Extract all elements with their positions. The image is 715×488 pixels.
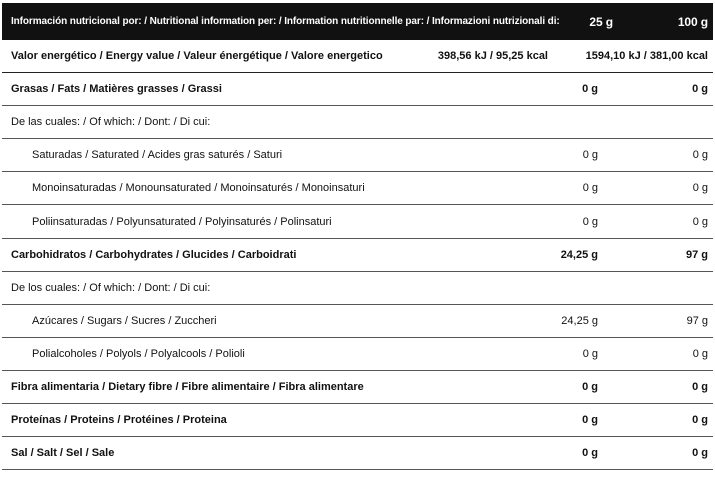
- row-label: Poliinsaturadas / Polyunsaturated / Polyinsaturés / Polinsaturi: [32, 215, 332, 228]
- value-per-100g: 0 g: [692, 447, 708, 460]
- row-monounsaturated: [2, 172, 713, 205]
- value-per-100g: 1594,10 kJ / 381,00 kcal: [585, 50, 708, 63]
- header-per-25g: 25 g: [589, 14, 613, 29]
- value-per-100g: 97 g: [685, 248, 708, 261]
- value-per-25g: 24,25 g: [560, 248, 598, 261]
- row-label: Monoinsaturadas / Monounsaturated / Monoinsaturés / Monoinsaturi: [32, 182, 365, 195]
- row-carbs-of-which: [2, 272, 713, 305]
- row-polyunsaturated: [2, 205, 713, 238]
- row-proteins: [2, 404, 713, 437]
- row-fats-of-which: [2, 106, 713, 139]
- row-salt: [2, 437, 713, 470]
- row-label: Sal / Salt / Sel / Sale: [11, 447, 115, 460]
- row-label: De las cuales: / Of which: / Dont: / Di cui:: [11, 116, 211, 129]
- nutrition-table: [2, 3, 713, 470]
- row-label: Azúcares / Sugars / Sucres / Zuccheri: [32, 314, 217, 327]
- row-fats: [2, 73, 713, 106]
- value-per-100g: 0 g: [692, 347, 708, 360]
- header-label: Información nutricional por: / Nutritional information per: / Information nutritionnelle par: / Informazioni nutrizionali di:: [11, 16, 560, 27]
- value-per-100g: 0 g: [692, 215, 708, 228]
- value-per-25g: 0 g: [582, 414, 598, 427]
- row-energy: [2, 40, 713, 73]
- row-label: Saturadas / Saturated / Acides gras saturés / Saturi: [32, 149, 283, 162]
- row-polyols: [2, 338, 713, 371]
- value-per-25g: 0 g: [582, 347, 598, 360]
- value-per-25g: 0 g: [582, 215, 598, 228]
- row-dietary-fibre: [2, 371, 713, 404]
- row-label: Polialcoholes / Polyols / Polyalcools / Polioli: [32, 347, 245, 360]
- value-per-25g: 0 g: [582, 83, 598, 96]
- value-per-25g: 398,56 kJ / 95,25 kcal: [437, 50, 548, 63]
- value-per-100g: 97 g: [686, 314, 708, 327]
- value-per-25g: 0 g: [582, 380, 598, 393]
- row-carbohydrates: [2, 239, 713, 272]
- row-label: Grasas / Fats / Matières grasses / Grassi: [11, 83, 222, 96]
- value-per-100g: 0 g: [692, 380, 708, 393]
- row-label: Valor energético / Energy value / Valeur énergétique / Valore energetico: [11, 50, 383, 63]
- value-per-25g: 0 g: [582, 447, 598, 460]
- value-per-25g: 0 g: [582, 149, 598, 162]
- row-saturated: [2, 139, 713, 172]
- row-label: Carbohidratos / Carbohydrates / Glucides / Carboidrati: [11, 248, 297, 261]
- row-label: Fibra alimentaria / Dietary fibre / Fibre alimentaire / Fibra alimentare: [11, 380, 364, 393]
- row-label: Proteínas / Proteins / Protéines / Proteina: [11, 414, 227, 427]
- value-per-100g: 0 g: [692, 149, 708, 162]
- value-per-25g: 24,25 g: [561, 314, 598, 327]
- row-label: De los cuales: / Of which: / Dont: / Di cui:: [11, 281, 211, 294]
- value-per-100g: 0 g: [692, 414, 708, 427]
- table-header: [2, 3, 713, 40]
- row-sugars: [2, 305, 713, 338]
- header-per-100g: 100 g: [677, 14, 708, 29]
- value-per-25g: 0 g: [582, 182, 598, 195]
- value-per-100g: 0 g: [692, 182, 708, 195]
- value-per-100g: 0 g: [692, 83, 708, 96]
